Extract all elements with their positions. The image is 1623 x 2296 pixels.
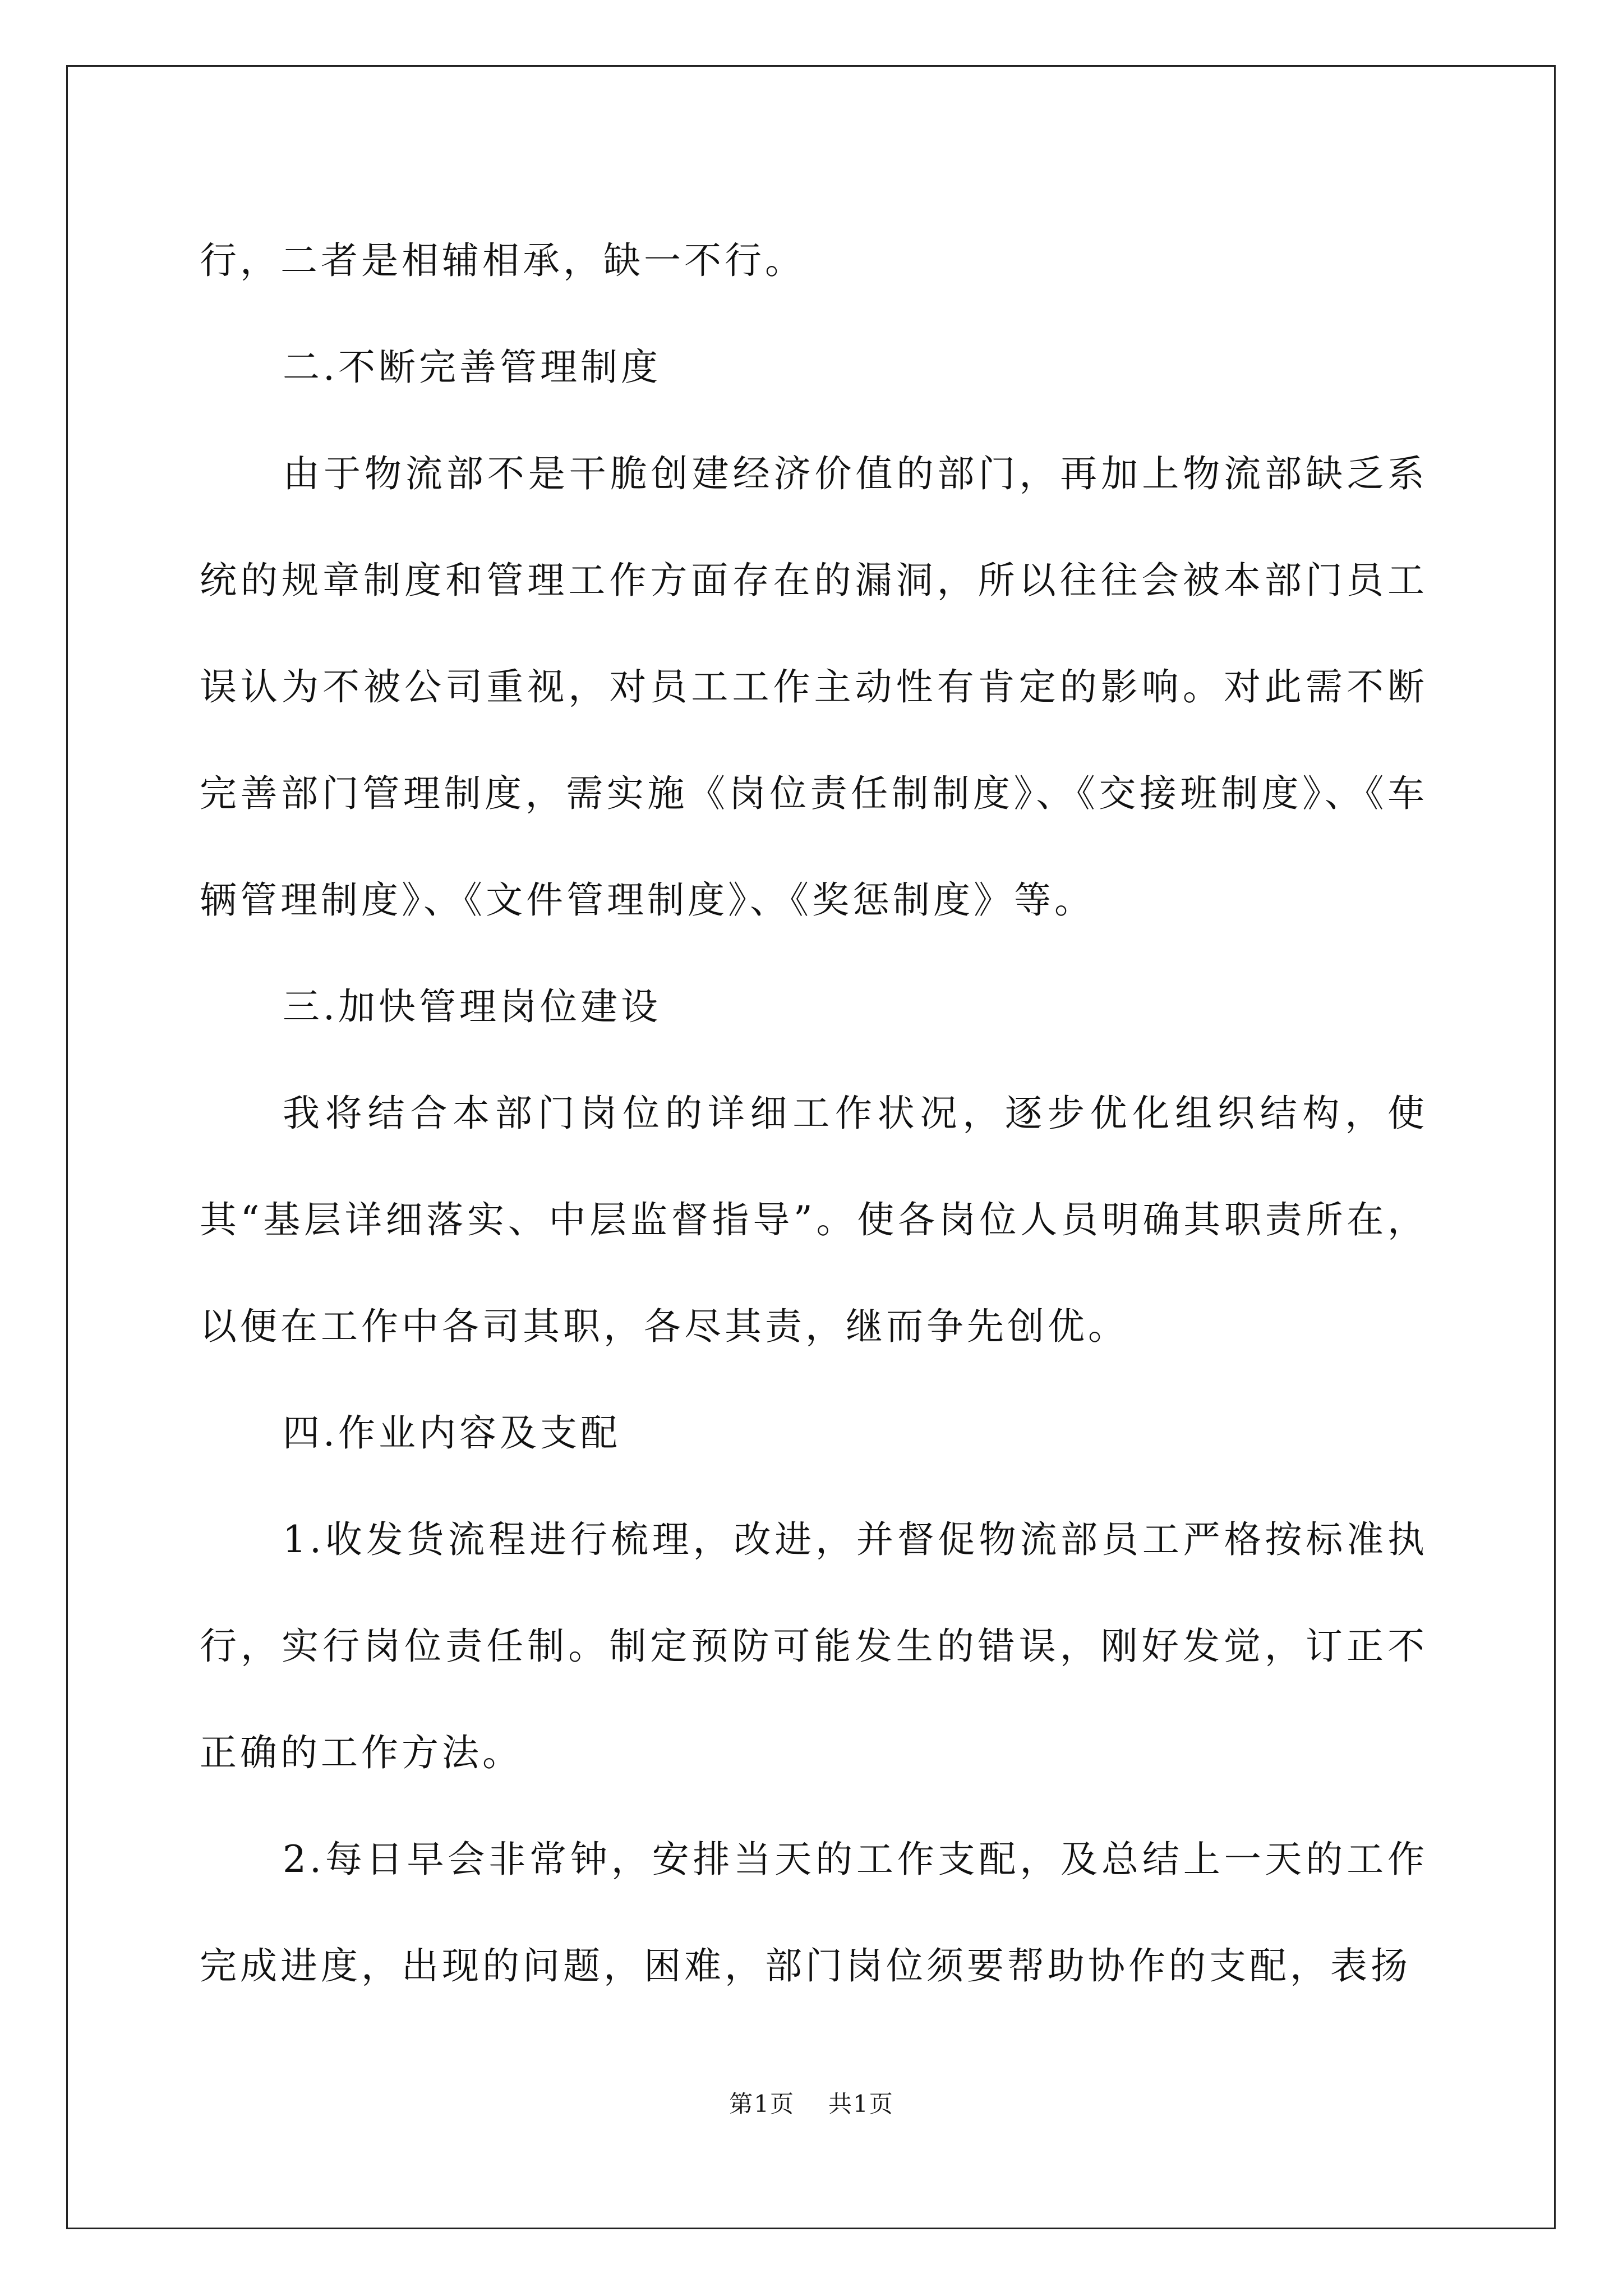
paragraph-continuation: 行，二者是相辅相承，缺一不行。 <box>200 239 805 282</box>
section-heading-2: 二.不断完善管理制度 <box>283 346 661 389</box>
paragraph-post-construction: 我将结合本部门岗位的详细工作状况，逐步优化组织结构，使其“基层详细落实、中层监督指导”。使各岗位人员明确其职责所在，以便在工作中各司其职，各尽其责，继而争先创优。 <box>200 1092 1428 1348</box>
page-total: 共1页 <box>828 2090 894 2118</box>
page-footer <box>0 2086 1623 2119</box>
page-number: 第1页 <box>729 2090 795 2118</box>
list-item-1: 1.收发货流程进行梳理，改进，并督促物流部员工严格按标准执行，实行岗位责任制。制定预防可能发生的错误，刚好发觉，订正不正确的工作方法。 <box>200 1518 1428 1774</box>
section-heading-3: 三.加快管理岗位建设 <box>283 985 661 1028</box>
document-body <box>200 208 1428 2019</box>
paragraph-management-system: 由于物流部不是干脆创建经济价值的部门，再加上物流部缺乏系统的规章制度和管理工作方面存在的漏洞，所以往往会被本部门员工误认为不被公司重视，对员工工作主动性有肯定的影响。对此需不断完善部门管理制度，需实施《岗位责任制制度》、《交接班制度》、《车辆管理制度》、《文件管理制度》、《奖惩制度》等。 <box>200 452 1428 922</box>
section-heading-4: 四.作业内容及支配 <box>283 1411 621 1455</box>
list-item-2: 2.每日早会非常钟，安排当天的工作支配，及总结上一天的工作完成进度，出现的问题，困难，部门岗位须要帮助协作的支配，表扬 <box>200 1838 1428 1987</box>
